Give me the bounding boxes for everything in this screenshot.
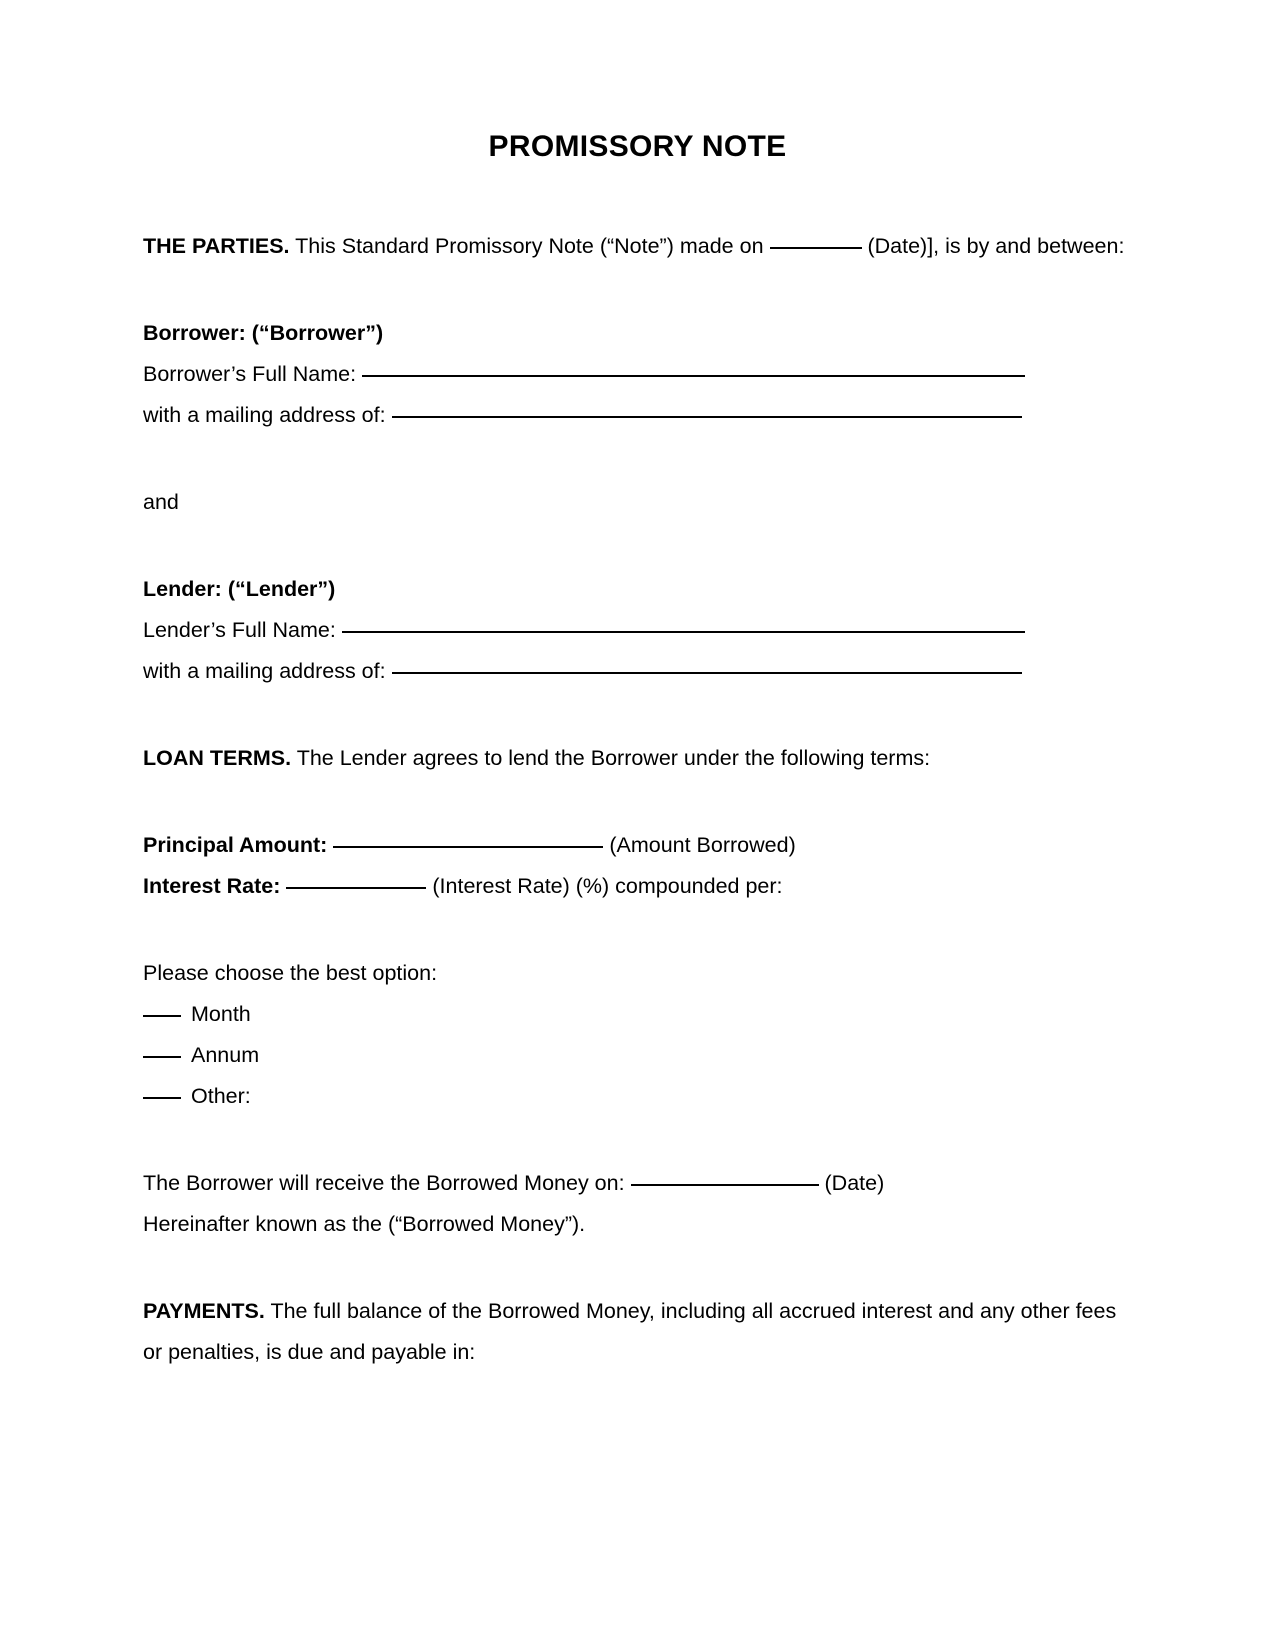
spacer bbox=[143, 436, 1132, 482]
payments-paragraph bbox=[143, 1291, 1132, 1373]
lender-address-row bbox=[143, 651, 1132, 692]
page-title: PROMISSORY NOTE bbox=[488, 130, 787, 163]
interest-rate-blank[interactable] bbox=[286, 887, 426, 889]
lender-heading: Lender: (“Lender”) bbox=[143, 577, 336, 601]
option-blank-other[interactable] bbox=[143, 1097, 181, 1099]
option-blank-annum[interactable] bbox=[143, 1056, 181, 1058]
spacer bbox=[143, 692, 1132, 738]
option-row-month[interactable] bbox=[143, 994, 1132, 1035]
parties-paragraph bbox=[143, 226, 1132, 267]
principal-amount-row bbox=[143, 825, 1132, 866]
receive-text-before: The Borrower will receive the Borrowed Money on: bbox=[143, 1171, 631, 1195]
loan-terms-heading: LOAN TERMS. bbox=[143, 746, 292, 770]
borrower-name-row bbox=[143, 354, 1132, 395]
principal-amount-suffix: (Amount Borrowed) bbox=[609, 833, 796, 857]
borrower-address-blank[interactable] bbox=[392, 416, 1022, 418]
borrower-address-row bbox=[143, 395, 1132, 436]
lender-address-label: with a mailing address of: bbox=[143, 659, 392, 683]
hereinafter-text: Hereinafter known as the (“Borrowed Money”). bbox=[143, 1212, 586, 1236]
parties-text-after: (Date)], is by and between: bbox=[861, 234, 1125, 258]
principal-amount-blank[interactable] bbox=[333, 846, 603, 848]
receive-date-row bbox=[143, 1163, 1132, 1204]
option-row-other[interactable] bbox=[143, 1076, 1132, 1117]
option-label-month: Month bbox=[191, 1002, 251, 1026]
loan-terms-text: The Lender agrees to lend the Borrower under the following terms: bbox=[291, 746, 931, 770]
receive-date-blank[interactable] bbox=[631, 1184, 819, 1186]
borrower-address-label: with a mailing address of: bbox=[143, 403, 392, 427]
lender-name-label: Lender’s Full Name: bbox=[143, 618, 342, 642]
parties-text-before: This Standard Promissory Note (“Note”) made on bbox=[289, 234, 770, 258]
spacer bbox=[143, 907, 1132, 953]
lender-address-blank[interactable] bbox=[392, 672, 1022, 674]
conjunction-and: and bbox=[143, 490, 179, 514]
option-label-annum: Annum bbox=[191, 1043, 260, 1067]
payments-heading: PAYMENTS. bbox=[143, 1299, 265, 1323]
borrower-heading: Borrower: (“Borrower”) bbox=[143, 321, 384, 345]
interest-rate-label: Interest Rate: bbox=[143, 874, 281, 898]
parties-heading: THE PARTIES. bbox=[143, 234, 290, 258]
spacer bbox=[143, 523, 1132, 569]
spacer bbox=[143, 267, 1132, 313]
lender-name-row bbox=[143, 610, 1132, 651]
borrower-name-blank[interactable] bbox=[362, 375, 1025, 377]
options-prompt: Please choose the best option: bbox=[143, 961, 438, 985]
lender-name-blank[interactable] bbox=[342, 631, 1025, 633]
borrower-name-label: Borrower’s Full Name: bbox=[143, 362, 363, 386]
loan-terms-paragraph bbox=[143, 738, 1132, 779]
principal-amount-label: Principal Amount: bbox=[143, 833, 328, 857]
parties-date-blank[interactable] bbox=[770, 247, 862, 249]
interest-rate-suffix: (Interest Rate) (%) compounded per: bbox=[432, 874, 783, 898]
spacer bbox=[143, 1245, 1132, 1291]
option-blank-month[interactable] bbox=[143, 1015, 181, 1017]
option-row-annum[interactable] bbox=[143, 1035, 1132, 1076]
payments-text: The full balance of the Borrowed Money, including all accrued interest and any other fees or penalties, is due and payable in: bbox=[143, 1299, 1117, 1364]
interest-rate-row bbox=[143, 866, 1132, 907]
receive-text-after: (Date) bbox=[818, 1171, 885, 1195]
option-label-other: Other: bbox=[191, 1084, 251, 1108]
spacer bbox=[143, 1117, 1132, 1163]
spacer bbox=[143, 779, 1132, 825]
